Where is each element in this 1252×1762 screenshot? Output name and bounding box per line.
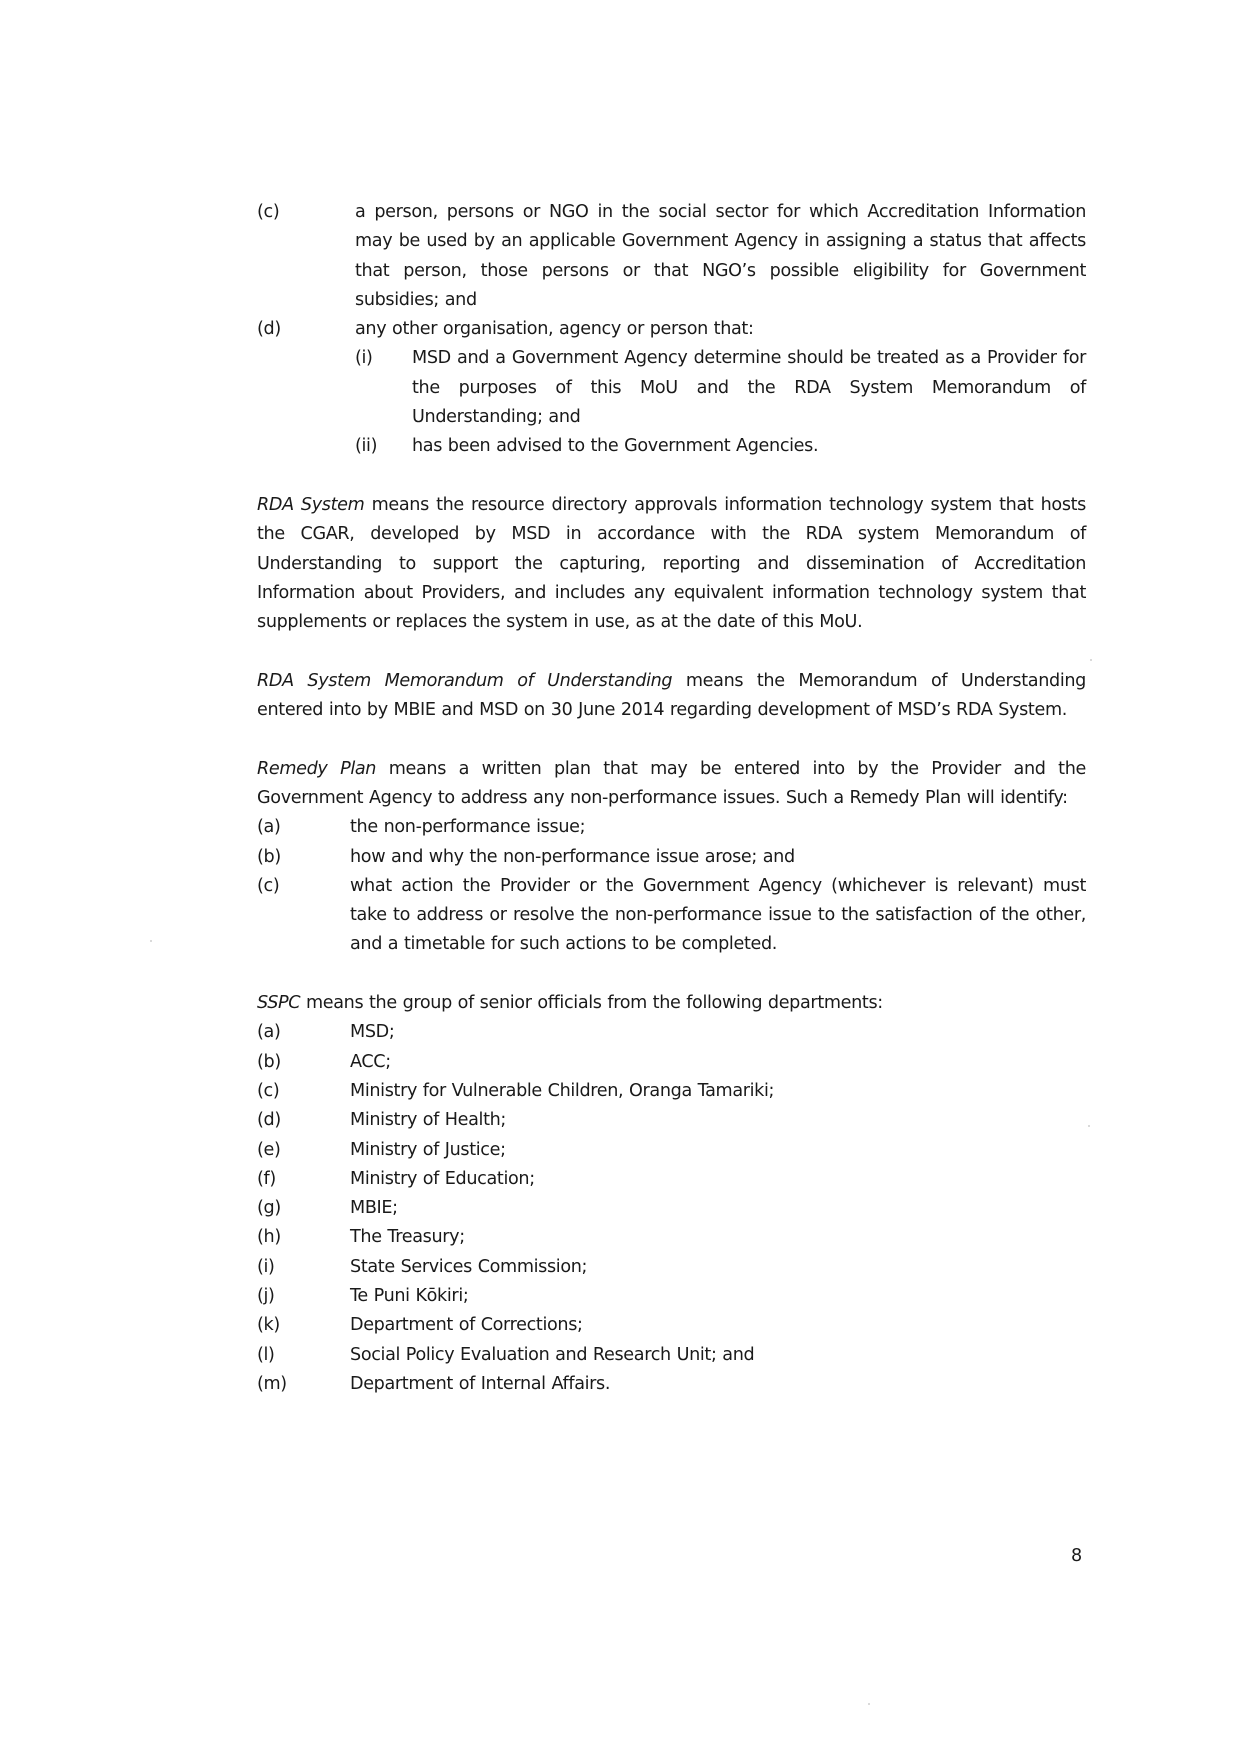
item-label: (c) — [257, 202, 280, 222]
item-text: Ministry of Health; — [350, 1110, 507, 1131]
subitem-text: MSD and a Government Agency determine should be treated as a Provider for the purposes of this MoU and the RDA System Memorandum of Understanding; and — [412, 348, 1086, 428]
item-label: (m) — [257, 1373, 287, 1394]
document-page — [257, 198, 1086, 1399]
sspc-item-b — [257, 1048, 1086, 1077]
scan-speck — [150, 940, 152, 942]
remedy-plan-item-b — [257, 843, 1086, 872]
page-number: 8 — [1071, 1546, 1083, 1566]
sspc-item-c — [257, 1077, 1086, 1106]
defined-term: Remedy Plan — [257, 758, 377, 779]
item-text: Te Puni Kōkiri; — [350, 1285, 469, 1306]
item-label: (d) — [257, 319, 281, 340]
item-label: (a) — [257, 817, 281, 838]
sspc-item-a — [257, 1018, 1086, 1047]
subitem-label: (i) — [355, 348, 373, 369]
item-text: a person, persons or NGO in the social sector for which Accreditation Information may be used by an applicable Government Agency in assigning a status that affects that person, those persons or that NGO’s possible eligibility for Government subsidies; and — [355, 202, 1086, 310]
defined-term: RDA System Memorandum of Understanding — [257, 670, 673, 691]
item-label: (e) — [257, 1139, 281, 1160]
item-label: (j) — [257, 1285, 275, 1306]
sspc-item-l — [257, 1341, 1086, 1370]
item-text: Department of Internal Affairs. — [350, 1373, 611, 1394]
item-text: MBIE; — [350, 1198, 398, 1219]
scan-speck — [868, 1703, 870, 1705]
paragraph-gap — [257, 462, 1086, 491]
item-label: (f) — [257, 1168, 276, 1189]
definition-item-c — [257, 198, 1086, 315]
item-label: (l) — [257, 1344, 275, 1365]
item-label: (h) — [257, 1227, 281, 1248]
sspc-item-i — [257, 1253, 1086, 1282]
sspc-item-j — [257, 1282, 1086, 1311]
item-text: Ministry of Justice; — [350, 1139, 506, 1160]
item-label: (g) — [257, 1198, 281, 1219]
subitem-label: (ii) — [355, 436, 378, 457]
sspc-item-k — [257, 1311, 1086, 1340]
scan-speck — [1088, 1125, 1090, 1127]
item-text: any other organisation, agency or person that: — [355, 319, 754, 340]
item-text: Department of Corrections; — [350, 1315, 583, 1336]
item-label: (k) — [257, 1315, 280, 1336]
item-text: Social Policy Evaluation and Research Unit; and — [350, 1344, 755, 1365]
subitem-ii — [355, 432, 1086, 461]
sspc-item-h — [257, 1223, 1086, 1252]
item-label: (c) — [257, 1080, 280, 1101]
item-text: the non-performance issue; — [350, 817, 586, 838]
paragraph-gap — [257, 960, 1086, 989]
remedy-plan-item-a — [257, 813, 1086, 842]
sspc-item-d — [257, 1106, 1086, 1135]
subitem-i — [355, 344, 1086, 432]
definition-item-d — [257, 315, 1086, 461]
subitem-text: has been advised to the Government Agencies. — [412, 436, 819, 457]
defined-term: SSPC — [257, 993, 301, 1014]
item-label: (i) — [257, 1256, 275, 1277]
definition-remedy-plan — [257, 755, 1086, 814]
paragraph-gap — [257, 725, 1086, 754]
item-text: ACC; — [350, 1051, 391, 1072]
definition-text: means a written plan that may be entered into by the Provider and the Government Agency to address any non-performance issues. Such a Remedy Plan will identify: — [257, 758, 1086, 808]
sspc-item-e — [257, 1136, 1086, 1165]
item-text: MSD; — [350, 1022, 395, 1043]
definition-text: means the group of senior officials from the following departments: — [300, 993, 883, 1014]
sspc-item-m — [257, 1370, 1086, 1399]
definition-text: means the Memorandum of Understanding entered into by MBIE and MSD on 30 June 2014 regarding development of MSD’s RDA System. — [257, 670, 1086, 721]
paragraph-gap — [257, 637, 1086, 666]
defined-term: RDA System — [257, 494, 365, 515]
definition-rda-system-mou — [257, 667, 1086, 726]
item-text: State Services Commission; — [350, 1256, 588, 1277]
item-content — [355, 315, 1086, 461]
item-label: (c) — [257, 875, 280, 896]
item-label: (b) — [257, 846, 281, 867]
item-label: (b) — [257, 1051, 281, 1072]
sspc-item-g — [257, 1194, 1086, 1223]
definition-text: means the resource directory approvals information technology system that hosts the CGAR, developed by MSD in accordance with the RDA system Memorandum of Understanding to support the capturing, reporting and dissemination of Accreditation Information about Providers, and includes any equivalent information technology system that supplements or replaces the system in use, as at the date of this MoU. — [257, 494, 1086, 633]
item-label: (d) — [257, 1110, 281, 1131]
definition-rda-system — [257, 491, 1086, 637]
remedy-plan-item-c — [257, 872, 1086, 960]
definition-sspc — [257, 989, 1086, 1018]
item-text: how and why the non-performance issue arose; and — [350, 846, 795, 867]
scan-speck — [1090, 659, 1092, 661]
item-text: what action the Provider or the Government Agency (whichever is relevant) must take to address or resolve the non-performance issue to the satisfaction of the other, and a timetable for such actions to be completed. — [350, 875, 1086, 955]
item-text: The Treasury; — [350, 1227, 465, 1248]
item-text: Ministry of Education; — [350, 1168, 535, 1189]
item-text: Ministry for Vulnerable Children, Oranga Tamariki; — [350, 1080, 775, 1101]
item-label: (a) — [257, 1022, 281, 1043]
sspc-item-f — [257, 1165, 1086, 1194]
